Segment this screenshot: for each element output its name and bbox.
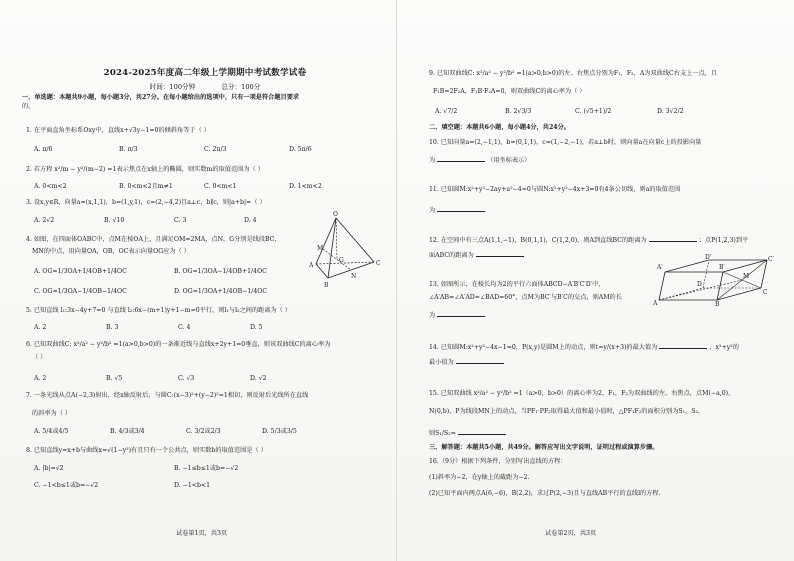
q7-option-a: A. 5/4或4/5	[34, 428, 69, 435]
q4-option-b: B. OG=1/3OA−1/4OB+1/4OC	[174, 268, 267, 275]
q11-stem-cont: 为	[429, 207, 436, 214]
q14-stem: 14. 已知圆M:x²+y²−4x−1=0，P(x,y)是圆M上的动点，则t=y/(x+3)的最大值为	[429, 344, 658, 351]
q5-option-c: C. 4	[178, 324, 191, 331]
q4-option-d: D. OG=1/3OA+1/4OB−1/4OC	[174, 288, 268, 295]
q14-stem-b: ，x²+y²的	[709, 344, 739, 351]
q9-option-d: D. 3√2/2	[657, 108, 684, 115]
q16-part-1: (1)斜率为−2，在y轴上的截距为−2.	[429, 474, 530, 481]
q14-stem-cont: 最小值为	[429, 359, 454, 366]
q5-option-b: B. 3	[106, 324, 119, 331]
q14-stem-line	[429, 342, 739, 352]
q8-option-c: C. −1<b≤1或b=−√2	[34, 482, 99, 489]
edge-oc	[336, 218, 374, 262]
page-1-footer: 试卷第1页，共3页	[176, 530, 228, 537]
label-d: D	[697, 281, 702, 288]
q2-stem: 2. 若方程 x²/m − y²/(m−2) =1表示焦点在x轴上的椭圆，则实数m的取值范围为（ ）	[26, 166, 264, 173]
section-1-heading-cont: 的。	[22, 103, 35, 110]
q8-option-a: A. |b|=√2	[34, 465, 64, 472]
label-b1: B′	[719, 264, 725, 271]
label-c1: C′	[768, 256, 774, 263]
q6-option-c: C. √3	[178, 375, 195, 382]
q9-option-c: C. (√5+1)/2	[575, 108, 612, 115]
q10-note: （用坐标表示）	[487, 157, 531, 164]
q12-stem: 12. 在空间中有三点A(1,1,−1)，B(0,1,1)，C(1,2,0)，则A到直线BC的距离为	[429, 237, 647, 244]
q3-stem: 3. 设x,y∈R，向量a=(x,1,1)，b=(1,y,1)，c=(2,−4,2)且a⊥c，b∥c，则|a+b|=（ ）	[26, 199, 266, 206]
label-d1: D′	[705, 254, 712, 261]
q11-answer-blank[interactable]	[437, 205, 485, 212]
q4-stem-cont: MN的中点，用向量OA，OB，OC表示向量OG应为（ ）	[32, 248, 190, 255]
page-2	[397, 0, 794, 561]
edge-aa1	[659, 272, 665, 300]
edge-dd1	[703, 260, 709, 288]
q6-stem-cont: （ ）	[32, 354, 47, 361]
q3-option-d: D. 4	[244, 217, 257, 224]
edge-bc	[717, 288, 761, 300]
q15-stem-cont: N(0,b)，P为线段MN上的动点，当PF₁·PF₂取得最大值和最小值时，△PF₁F₂的面积分别为S₁，S₂，	[429, 408, 705, 415]
q6-option-a: A. 2	[34, 375, 47, 382]
q6-options	[34, 375, 314, 385]
label-n: N	[351, 273, 357, 280]
q12-answer-blank-2[interactable]	[476, 250, 524, 257]
q7-option-d: D. 5/3或3/5	[262, 428, 297, 435]
q14-answer-blank-1[interactable]	[659, 342, 707, 349]
q7-stem-cont: 的斜率为（ ）	[32, 410, 72, 417]
q11-stem: 11. 已知圆M:x²+y²−2ay+a²−4=0与圆N:x²+y²−4x+3=0有4条公切线，则a的取值范围	[429, 186, 681, 193]
tetrahedron-figure	[308, 212, 388, 290]
q8-options	[34, 465, 314, 493]
q8-stem: 8. 已知直线y=x+b与曲线x=√(1−y²)有且只有一个公共点，则实数b的取值范围是（ ）	[26, 447, 267, 454]
exam-time: 时间：100分钟	[149, 83, 196, 91]
label-o: O	[333, 211, 338, 218]
page-2-footer: 试卷第2页，共3页	[545, 530, 597, 537]
q4-option-a: A. OG=1/3OA+1/4OB+1/4OC	[34, 268, 127, 275]
q7-option-b: B. 4/3或3/4	[110, 428, 145, 435]
label-c: C	[763, 289, 768, 296]
q8-option-b: B. −1≤b≤1或b=−√2	[174, 465, 239, 472]
section-3-heading: 三、解答题：本题共5小题，共49分。解答应写出文字说明，证明过程或演算步骤。	[429, 444, 659, 451]
q9-option-a: A. √7/2	[435, 108, 458, 115]
segment-og	[336, 218, 337, 259]
q4-options	[34, 268, 304, 302]
q5-option-d: D. 5	[250, 324, 263, 331]
q1-option-c: C. 2π/3	[204, 146, 227, 153]
q2-option-a: A. 0<m<2	[34, 183, 67, 190]
q15-answer-blank[interactable]	[458, 428, 506, 435]
q7-stem: 7. 一条光线从点A(−2,3)射出，经x轴反射后，与圆C:(x−3)²+(y−2)²=1相切，则反射后光线所在直线	[26, 392, 309, 399]
exam-meta	[20, 81, 390, 91]
q5-option-a: A. 2	[34, 324, 47, 331]
edge-ac	[316, 262, 374, 264]
q2-options	[34, 183, 384, 193]
label-b: B	[715, 301, 720, 308]
q2-option-d: D. 1<m<2	[289, 183, 322, 190]
parallelepiped-figure	[649, 256, 775, 306]
q5-options	[34, 324, 314, 334]
q7-options	[34, 428, 334, 438]
q16-stem: 16.（9分）根据下列条件，分别写出直线的方程：	[429, 458, 567, 465]
q6-option-b: B. √5	[106, 375, 123, 382]
q16-part-2: (2)已知平面内两点A(6,−6)，B(2,2)，求过P(2,−3)且与直线AB平行的直线l的方程.	[429, 490, 661, 497]
q6-option-d: D. √2	[250, 375, 267, 382]
q12-answer-blank-1[interactable]	[649, 235, 697, 242]
edge-ab	[316, 264, 328, 278]
edge-a1d1	[665, 260, 709, 272]
q2-option-b: B. 0<m<2且m≠1	[119, 183, 173, 190]
section-1-heading: 一、单选题：本题共9小题，每小题3分，共27分。在每小题给出的选项中，只有一项是符合题目要求	[22, 94, 300, 101]
q1-option-a: A. π/6	[34, 146, 53, 153]
section-2-heading: 二、填空题：本题共6小题，每小题4分，共24分。	[429, 124, 570, 131]
q1-option-d: D. 5π/6	[289, 146, 312, 153]
q9-option-b: B. 2√3/3	[505, 108, 532, 115]
q5-stem: 5. 已知直线 l₁:3x−4y+7=0 与直线 l₂:6x−(m+1)y+1−m=0平行，则l₁与l₂之间的距离为（ ）	[26, 307, 291, 314]
q3-option-a: A. 2√2	[34, 217, 55, 224]
exam-score: 总分：100分	[221, 83, 261, 91]
q12-stem-line	[429, 235, 748, 245]
edge-ad	[659, 288, 703, 300]
q10-stem-cont: 为	[429, 157, 436, 164]
q3-option-b: B. √10	[104, 217, 125, 224]
edge-b1c1	[723, 260, 767, 272]
segment-mn	[323, 249, 351, 270]
q11-answer-line	[429, 205, 487, 215]
q12-stem-cont: 面ABC的距离为	[429, 252, 474, 259]
label-c: C	[376, 260, 381, 267]
q3-option-c: C. 3	[174, 217, 187, 224]
q1-option-b: B. π/3	[119, 146, 138, 153]
q1-options	[34, 146, 384, 156]
exam-title: 2024-2025年度高二年级上学期期中考试数学试卷	[103, 68, 307, 78]
label-g: G	[339, 257, 344, 264]
label-a1: A′	[657, 264, 663, 271]
q10-stem: 10. 已知向量a=(2,−1,1)，b=(0,1,1)，c=(1,−2,−1)，若a⊥b时，则向量a在向量c上的投影向量	[429, 139, 702, 146]
label-a: A	[653, 300, 658, 307]
q4-option-c: C. OG=1/3OA−1/4OB−1/4OC	[34, 288, 127, 295]
q7-option-c: C. 3/2或2/3	[186, 428, 221, 435]
q14-answer-line-2	[429, 357, 506, 367]
q13-stem-cont: ∠A′AB=∠A′AD=∠BAD=60°，点M为BC′与B′C的交点，则AM的长	[429, 294, 622, 301]
q13-stem: 13. 如图所示，在棱长均为2的平行六面体ABCD−A′B′C′D′中，	[429, 281, 605, 288]
label-m: M	[743, 273, 750, 280]
q12-stem-b: ；点P(1,2,3)到平	[698, 237, 749, 244]
q9-stem-cont: F₁B=2F₂A，F₁B·F₂A=0，则双曲线C的离心率为（ ）	[433, 88, 586, 95]
label-a: A	[309, 262, 314, 269]
q15-answer-line	[429, 428, 508, 438]
q6-stem: 6. 已知双曲线C: x²/a² − y²/b² =1(a>0,b>0)的一条渐近线与直线x+2y+1=0垂直，则该双曲线C的离心率为	[26, 341, 331, 348]
q13-stem-cont-2: 为	[429, 312, 436, 319]
q9-stem: 9. 已知双曲线C: x²/a² − y²/b² =1(a>0,b>0)的左、右焦点分别为F₁，F₂，A为双曲线C右支上一点，且	[429, 70, 718, 77]
q13-answer-blank[interactable]	[437, 310, 485, 317]
label-b: B	[324, 282, 329, 289]
q10-answer-blank[interactable]	[437, 155, 485, 162]
q1-stem: 1. 在平面直角坐标系Oxy中，直线x+√3y−1=0的倾斜角等于（ ）	[26, 127, 210, 134]
q15-stem: 15. 已知双曲线 x²/a² − y²/b² =1（a>0，b>0）的离心率为2，F₁，F₂为双曲线的左、右焦点，点M(−a,0)，	[429, 390, 735, 397]
q15-stem-cont-2: 则S₁/S₂=	[429, 430, 456, 437]
q10-answer-line	[429, 155, 531, 165]
q14-answer-blank-2[interactable]	[456, 357, 504, 364]
q4-stem: 4. 如图，在四面体OABC中，点M在棱OA上，且满足OM=2MA，点N，G分别是线段BC，	[26, 236, 281, 243]
q12-answer-line-2	[429, 250, 526, 260]
q9-options	[435, 108, 745, 118]
q13-answer-line	[429, 310, 487, 320]
q2-option-c: C. 0<m<1	[204, 183, 237, 190]
q8-option-d: D. −1<b<1	[174, 482, 211, 489]
q3-options	[34, 217, 314, 227]
label-m: M	[317, 245, 324, 252]
